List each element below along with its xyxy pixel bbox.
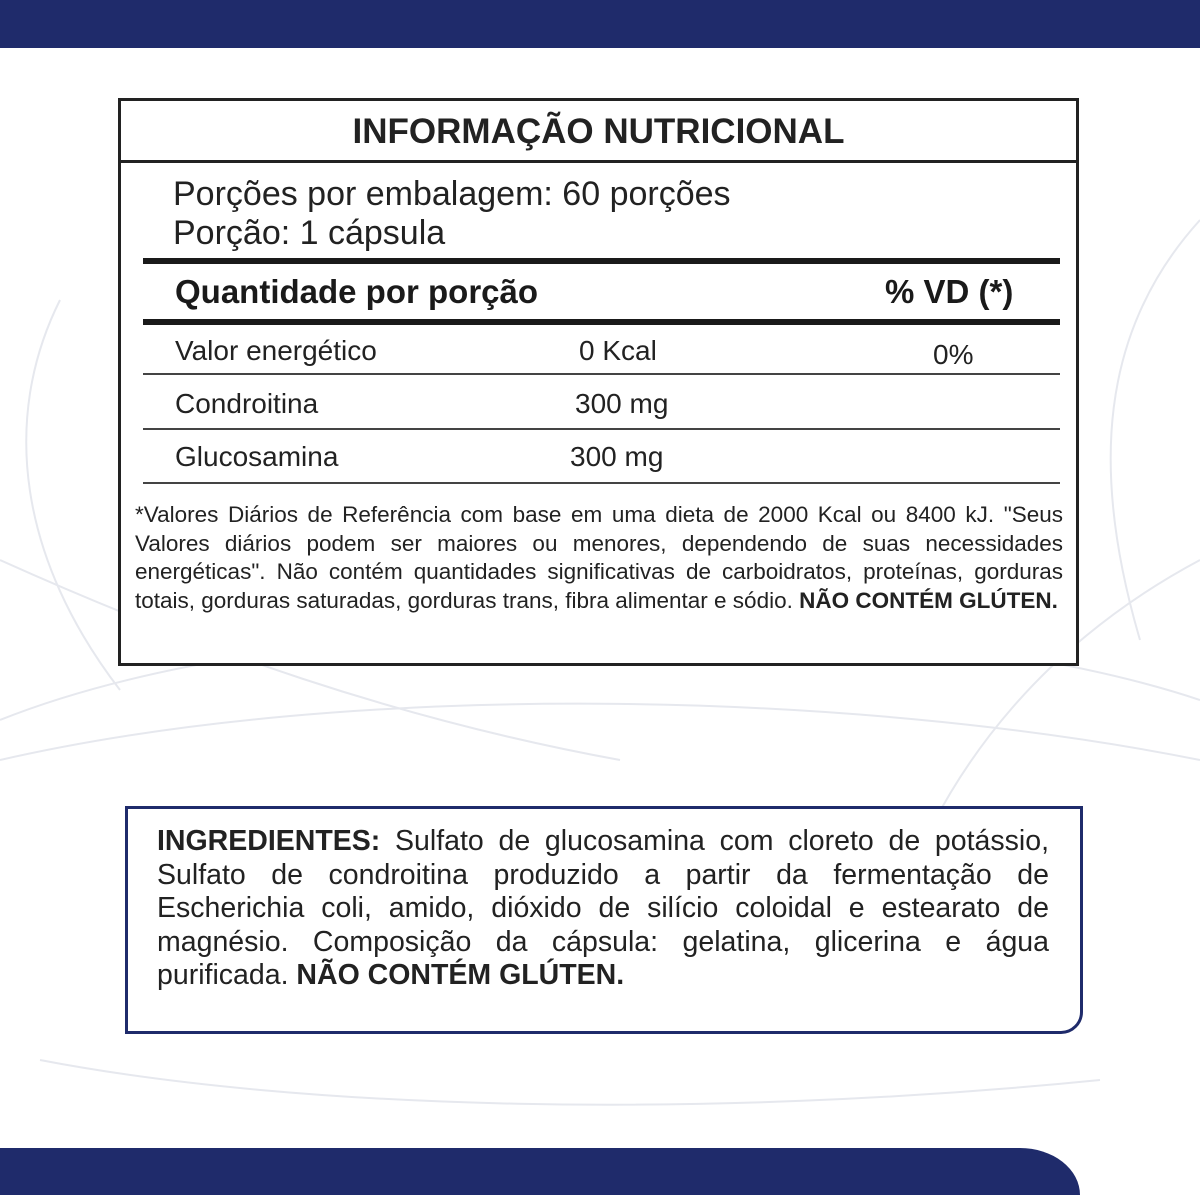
nutrient-name: Valor energético <box>175 335 377 366</box>
nutrient-name: Glucosamina <box>175 441 339 472</box>
ingredients-text <box>157 825 1049 993</box>
row-divider <box>143 482 1060 484</box>
nutrition-facts-panel <box>118 98 1079 666</box>
divider-thick <box>143 258 1060 264</box>
nutrient-name: Condroitina <box>175 388 319 419</box>
row-divider <box>143 428 1060 430</box>
serving-info <box>121 163 1076 259</box>
ingredients-label: INGREDIENTES: <box>157 825 381 857</box>
servings-per-package: Porções por embalagem: 60 porções <box>173 175 731 213</box>
divider-thick <box>143 319 1060 325</box>
ingredients-list: Sulfato de glucosamina com cloreto de potássio, Sulfato de condroitina produzido a partir da fermentação de Escherichia coli, amido, dióxido de silício coloidal e estearato de magnésio. Composição da cápsula: gelatina, glicerina e água purificada. <box>157 825 1049 991</box>
nutrient-amount: 0 Kcal <box>579 335 657 366</box>
quantity-header: Quantidade por porção <box>175 273 539 310</box>
footnote <box>135 501 1063 615</box>
nutrient-amount: 300 mg <box>575 388 669 419</box>
bottom-color-band <box>0 1148 1080 1195</box>
gluten-notice: NÃO CONTÉM GLÚTEN. <box>799 587 1058 613</box>
gluten-notice: NÃO CONTÉM GLÚTEN. <box>296 959 625 991</box>
footnote-text: *Valores Diários de Referência com base em uma dieta de 2000 Kcal ou 8400 kJ. "Seus Valores diários podem ser maiores ou menores, dependendo de suas necessidades energéticas". Não contém quantidades significativas de carboidratos, proteínas, gorduras totais, gorduras saturadas, gorduras trans, fibra alimentar e sódio. <box>135 502 1063 613</box>
panel-title: INFORMAÇÃO NUTRICIONAL <box>121 101 1076 163</box>
ingredients-box <box>125 806 1083 1034</box>
nutrient-daily-value: 0% <box>933 339 974 370</box>
nutrient-amount: 300 mg <box>570 441 664 472</box>
row-divider <box>143 373 1060 375</box>
daily-value-header: % VD (*) <box>885 273 1014 310</box>
serving-size: Porção: 1 cápsula <box>173 214 446 252</box>
